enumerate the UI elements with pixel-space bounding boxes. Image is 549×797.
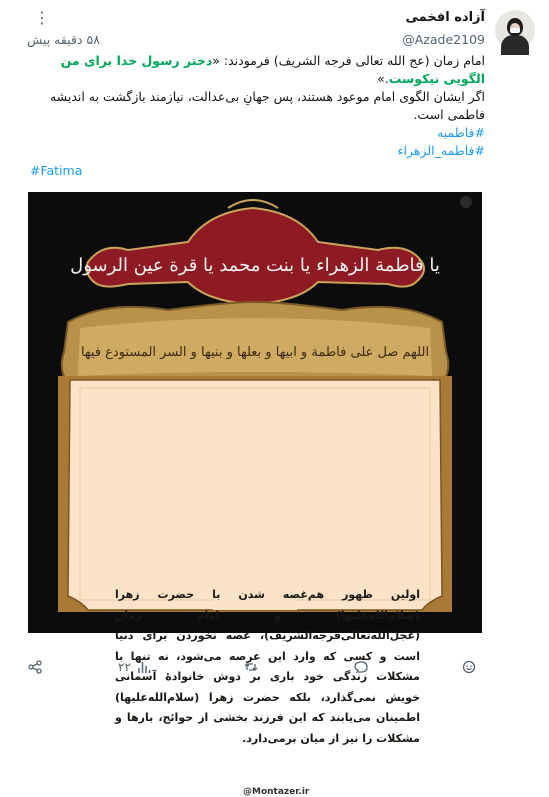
reply-icon [354,660,368,674]
like-icon [462,660,476,674]
retweet-icon [244,660,258,674]
text-line1-b: .» [377,71,389,86]
text-line2: اگر ایشان الگوی امام موعود هستند، پس جهانِ بی‌عدالت، نیازمند بازگشت به اندیشه فاطمی است. [49,89,485,122]
action-bar [0,658,549,676]
share-button[interactable] [28,658,42,676]
share-icon [28,660,42,674]
image-watermark: @Montazer.ir [243,787,310,797]
views-count: ۲۲ [118,660,131,674]
author-name[interactable]: آزاده افخمی [405,10,485,25]
author-meta [27,32,485,47]
text-line1-a: امام زمان (عج الله تعالی فرجه الشریف) فرمودند: « [212,53,485,68]
highlighted-quote: دختر رسول خدا برای من الگویی نیکوست [60,53,485,86]
views-button[interactable] [118,658,151,676]
post-time[interactable]: ۵۸ دقیقه پیش [27,32,100,47]
hashtag-fatima[interactable]: #Fatima [30,163,83,178]
more-icon[interactable]: ⋮ [34,8,50,27]
retweet-button[interactable] [244,658,258,676]
reply-button[interactable] [354,658,368,676]
hashtag-fatemeh-zahra[interactable]: #فاطمه_الزهراء [397,143,485,158]
post-text [25,52,485,160]
hashtag-fatemieh[interactable]: #فاطمیه [437,125,485,140]
calligraphy-band: اللهم صل علی فاطمة و ابیها و بعلها و بنیها و السر المستودع فیها [80,345,430,360]
image-body-text: اولین ظهور هم‌غصه شدن با حضرت زهرا (سلام‌الله‌علیها) و امام زمان (عجل‌الله‌تعالی‌فرجه‌الشریف)، غصه نخوردن برای دنیا است و کسی که وارد این عرصه می‌شود، نه تنها با مشکلات زندگی خود باری بر دوش خانوادهٔ آسمانی خویش نمی‌گذارد، بلکه حضرت زهرا (سلام‌الله‌علیها) اطمینان می‌یابند که این فرزند بخشی از حوائج، بارها و مشکلات را نیز از میان برمی‌دارد. [115,588,420,745]
views-icon [137,660,151,674]
calligraphy-top: یا فاطمة الزهراء یا بنت محمد یا قرة عین الرسول [70,255,440,276]
avatar[interactable] [495,10,535,50]
like-button[interactable] [462,658,476,676]
image-artwork [28,192,482,633]
author-handle[interactable]: @Azade2109 [402,32,485,47]
